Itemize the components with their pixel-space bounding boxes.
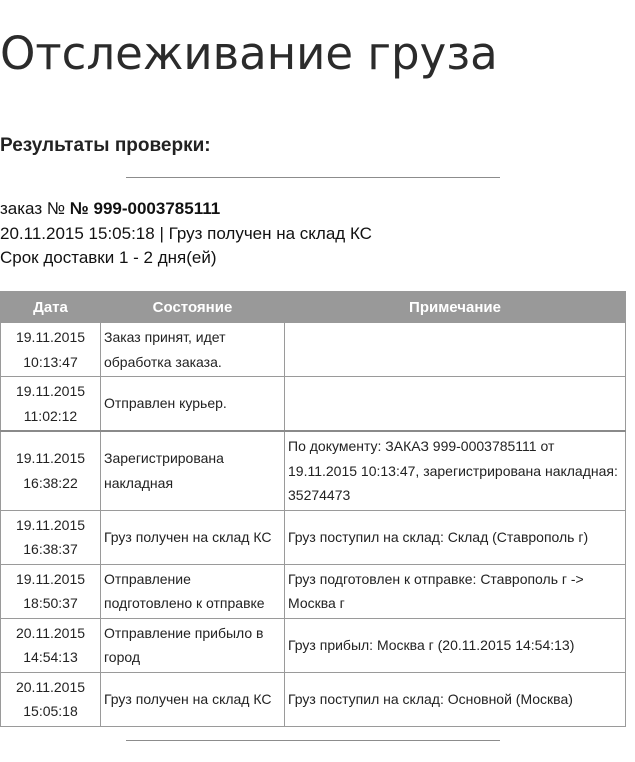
page-title: Отслеживание груза <box>0 27 498 80</box>
row-time: 18:50:37 <box>23 595 78 611</box>
row-state: Зарегистрирована накладная <box>101 431 285 510</box>
row-date: 20.11.2015 <box>15 678 86 695</box>
table-row <box>1 510 626 564</box>
order-status-line: 20.11.2015 15:05:18 | Груз получен на склад КС <box>0 223 372 243</box>
header-date: Дата <box>1 292 101 323</box>
order-prefix: заказ № <box>0 199 70 218</box>
row-state: Заказ принят, идет обработка заказа. <box>101 323 285 377</box>
row-datetime <box>1 510 101 564</box>
row-state: Груз получен на склад КС <box>101 672 285 726</box>
row-datetime <box>1 618 101 672</box>
row-date: 19.11.2015 <box>15 516 86 533</box>
table-row <box>1 431 626 510</box>
row-note <box>285 323 626 377</box>
row-date: 19.11.2015 <box>15 383 86 399</box>
row-datetime <box>1 672 101 726</box>
tracking-table <box>0 291 626 727</box>
order-info <box>0 197 372 271</box>
row-time: 16:38:22 <box>23 474 78 491</box>
row-date: 20.11.2015 <box>15 624 86 641</box>
row-date: 19.11.2015 <box>15 329 86 345</box>
row-note: Груз поступил на склад: Склад (Ставрополь г) <box>285 510 626 564</box>
table-row <box>1 323 626 377</box>
divider-bottom <box>126 740 500 741</box>
row-date: 19.11.2015 <box>15 570 86 587</box>
row-datetime <box>1 323 101 377</box>
results-heading: Результаты проверки: <box>0 135 211 156</box>
row-note: Груз подготовлен к отправке: Ставрополь г -> Москва г <box>285 564 626 618</box>
row-note: Груз прибыл: Москва г (20.11.2015 14:54:13) <box>285 618 626 672</box>
header-note: Примечание <box>285 292 626 323</box>
row-datetime <box>1 564 101 618</box>
table-header-row <box>1 292 626 323</box>
row-datetime <box>1 377 101 432</box>
row-time: 15:05:18 <box>23 703 78 719</box>
table-row <box>1 377 626 432</box>
row-time: 16:38:37 <box>23 541 78 557</box>
table-row <box>1 672 626 726</box>
row-date: 19.11.2015 <box>15 450 86 467</box>
delivery-term-line: Срок доставки 1 - 2 дня(ей) <box>0 248 217 267</box>
row-state: Груз получен на склад КС <box>101 510 285 564</box>
row-note: По документу: ЗАКАЗ 999-0003785111 от 19.11.2015 10:13:47, зарегистрирована накладная: 35274473 <box>285 431 626 510</box>
row-state: Отправление прибыло в город <box>101 618 285 672</box>
order-number-line <box>0 197 372 222</box>
row-state: Отправлен курьер. <box>101 377 285 432</box>
row-note <box>285 377 626 432</box>
row-time: 10:13:47 <box>23 353 78 370</box>
row-note: Груз поступил на склад: Основной (Москва) <box>285 672 626 726</box>
row-time: 11:02:12 <box>23 407 78 424</box>
divider-top <box>126 177 500 178</box>
row-datetime <box>1 431 101 510</box>
row-time: 14:54:13 <box>23 649 78 665</box>
header-state: Состояние <box>101 292 285 323</box>
table-row <box>1 618 626 672</box>
row-state: Отправление подготовлено к отправке <box>101 564 285 618</box>
table-row <box>1 564 626 618</box>
order-number: № 999-0003785111 <box>69 199 221 218</box>
